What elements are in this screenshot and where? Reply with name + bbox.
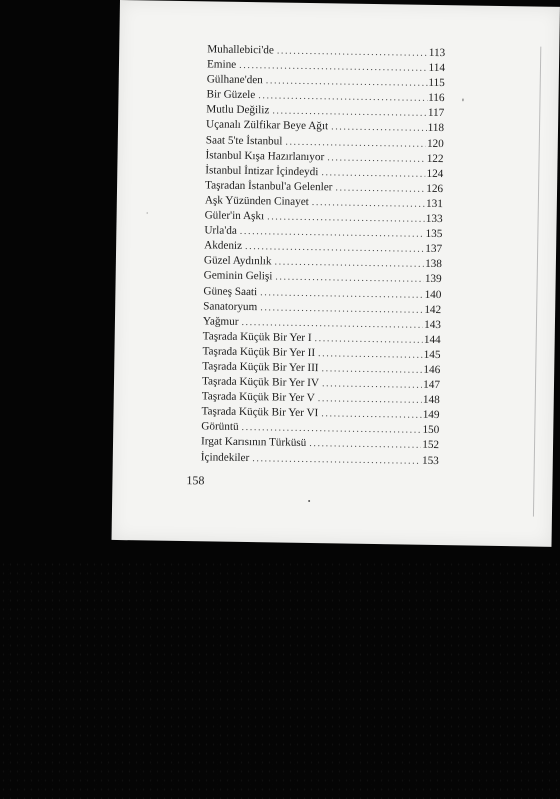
ink-speck: [147, 212, 148, 213]
toc-entry-page-number: 148: [422, 393, 440, 407]
toc-entry-title: Taşrada Küçük Bir Yer III: [202, 360, 319, 375]
page-number: 158: [186, 473, 205, 488]
toc-entry-page-number: 126: [426, 182, 444, 195]
toc-entry-title: Urla'da: [204, 224, 237, 237]
toc-entry-title: Taşrada Küçük Bir Yer IV: [201, 375, 320, 390]
toc-entry-title: Akdeniz: [204, 239, 243, 253]
dot-leader: [240, 227, 425, 240]
dot-leader: [267, 212, 425, 224]
dot-leader: [274, 258, 424, 270]
page-fold-line: [533, 47, 541, 517]
toc-entry-title: Güneş Saati: [203, 284, 258, 298]
toc-entry-page-number: 117: [427, 107, 445, 120]
toc-entry-title: Uçanalı Zülfikar Beye Ağıt: [205, 118, 329, 133]
toc-entry-page-number: 122: [426, 152, 444, 165]
toc-entry-title: Bir Güzele: [206, 88, 256, 102]
dot-leader: [258, 91, 427, 104]
table-of-contents: [201, 44, 446, 470]
dot-leader: [318, 349, 423, 361]
toc-entry-page-number: 146: [423, 363, 441, 377]
toc-entry-page-number: 140: [424, 288, 442, 301]
toc-entry-title: Muhallebici'de: [207, 43, 274, 57]
scan-background-noise: [0, 560, 560, 799]
dot-leader: [266, 76, 428, 89]
toc-entry-page-number: 120: [426, 137, 444, 150]
toc-entry-page-number: 145: [423, 348, 441, 361]
dot-leader: [315, 334, 423, 346]
toc-entry-title: Yağmur: [202, 315, 239, 328]
dot-leader: [321, 168, 425, 180]
dot-leader: [275, 273, 424, 285]
toc-entry-page-number: 118: [427, 122, 445, 135]
ink-speck: [462, 98, 463, 101]
dot-leader: [285, 137, 426, 149]
dot-leader: [327, 153, 426, 165]
dot-leader: [309, 439, 421, 451]
toc-entry-page-number: 149: [422, 409, 440, 422]
toc-entry-title: Mutlu Değiliz: [206, 103, 270, 117]
dot-leader: [252, 454, 421, 467]
toc-entry-title: Gülhane'den: [206, 73, 263, 87]
toc-entry-title: İstanbul İntizar İçindeydi: [205, 164, 319, 178]
toc-entry-title: Taşrada Küçük Bir Yer II: [202, 345, 316, 359]
toc-entry-title: Güler'in Aşkı: [204, 209, 265, 223]
toc-entry-title: Taşradan İstanbul'a Gelenler: [205, 179, 333, 194]
toc-entry-page-number: 153: [421, 454, 439, 467]
dot-leader: [277, 46, 428, 58]
toc-entry-title: Taşrada Küçük Bir Yer I: [202, 330, 312, 344]
toc-entry-page-number: 144: [423, 333, 441, 346]
toc-entry-page-number: 133: [425, 212, 443, 226]
toc-entry-page-number: 143: [424, 318, 442, 331]
toc-entry-page-number: 124: [426, 167, 444, 180]
toc-entry-page-number: 150: [422, 424, 440, 437]
toc-entry-title: Görüntü: [201, 420, 239, 434]
toc-entry-title: Irgat Karısının Türküsü: [200, 435, 307, 450]
dot-leader: [321, 364, 422, 376]
toc-entry-page-number: 147: [423, 378, 441, 392]
toc-entry-page-number: 138: [425, 258, 442, 271]
toc-entry-page-number: 152: [422, 439, 440, 452]
toc-entry-title: Taşrada Küçük Bir Yer V: [201, 390, 315, 405]
toc-entry-page-number: 135: [425, 227, 443, 241]
dot-leader: [242, 423, 422, 436]
toc-entry-page-number: 114: [428, 61, 446, 75]
toc-entry-page-number: 137: [425, 243, 443, 256]
dot-leader: [318, 394, 422, 406]
book-page: [112, 0, 560, 547]
dot-leader: [331, 123, 427, 134]
toc-entry-page-number: 142: [424, 303, 442, 316]
toc-entry-page-number: 139: [424, 273, 442, 286]
toc-entry-title: Emine: [206, 58, 237, 71]
toc-entry-title: İçindekiler: [200, 450, 250, 464]
toc-entry-title: Taşrada Küçük Bir Yer VI: [201, 405, 319, 420]
dot-leader: [245, 242, 424, 255]
toc-entry-title: İstanbul Kışa Hazırlanıyor: [205, 149, 325, 163]
dot-leader: [260, 303, 423, 316]
toc-entry-page-number: 113: [428, 46, 446, 60]
dot-leader: [272, 107, 427, 119]
dot-leader: [322, 379, 422, 391]
ink-speck: [308, 500, 310, 502]
dot-leader: [312, 198, 425, 210]
dot-leader: [335, 183, 425, 194]
dot-leader: [321, 409, 422, 421]
dot-leader: [241, 318, 423, 331]
toc-entry-page-number: 116: [428, 92, 445, 105]
toc-entry-title: Saat 5'te İstanbul: [205, 133, 283, 148]
toc-entry-title: Güzel Aydınlık: [203, 254, 272, 268]
toc-entry: [201, 452, 439, 471]
toc-entry-title: Geminin Gelişi: [203, 269, 273, 283]
dot-leader: [239, 61, 428, 74]
toc-entry-title: Aşk Yüzünden Cinayet: [204, 194, 309, 208]
dot-leader: [260, 288, 424, 301]
toc-entry-title: Sanatoryum: [203, 299, 258, 313]
toc-entry-page-number: 115: [428, 77, 445, 90]
toc-entry-page-number: 131: [425, 197, 443, 211]
